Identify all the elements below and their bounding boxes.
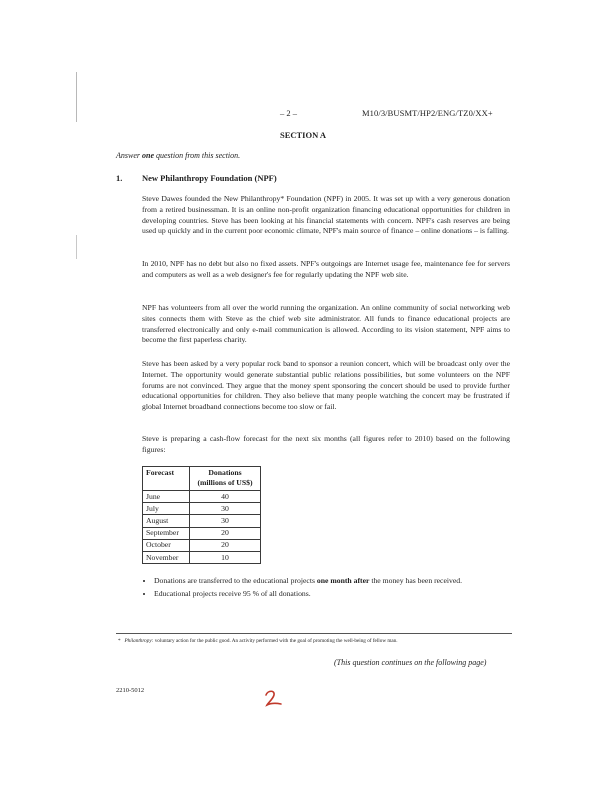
instruction-text: Answer one question from this section. [116, 151, 241, 160]
table-cell-month: September [143, 527, 190, 539]
table-row [143, 551, 261, 563]
question-title: New Philanthropy Foundation (NPF) [142, 173, 277, 183]
list-item: • Educational projects receive 95 % of all donations. [154, 588, 524, 599]
table-cell-month: October [143, 539, 190, 551]
handwritten-page-mark [262, 688, 284, 713]
table-cell-value: 30 [190, 515, 261, 527]
assumptions-list [142, 575, 524, 601]
table-row [143, 527, 261, 539]
list-item: • Donations are transferred to the educational projects one month after the money has been received. [154, 575, 524, 586]
table-cell-month: August [143, 515, 190, 527]
section-title: SECTION A [279, 130, 327, 140]
table-header-forecast: Forecast [143, 467, 190, 491]
table-row [143, 539, 261, 551]
scan-margin-line [76, 235, 77, 259]
table-cell-month: July [143, 503, 190, 515]
paragraph-volunteers: NPF has volunteers from all over the world running the organization. An online community of social networking web sites connects them with Steve as the chief web site administrator. All funds to finance educational projects are transferred electronically and only e-mail communication is allowed. According to its vision statement, NPF aims to become the first paperless charity. [142, 303, 510, 345]
handwritten-mark-drawing [262, 688, 284, 708]
table-cell-month: June [143, 491, 190, 503]
scan-margin-line [76, 72, 77, 122]
document-code: 2210-5012 [116, 687, 145, 694]
table-cell-value: 20 [190, 527, 261, 539]
table-cell-value: 20 [190, 539, 261, 551]
paper-code: M10/3/BUSMT/HP2/ENG/TZ0/XX+ [362, 108, 493, 118]
donations-table [142, 466, 261, 564]
paragraph-finances: In 2010, NPF has no debt but also no fixed assets. NPF's outgoings are Internet usage fee, maintenance fee for servers and computers as well as a web designer's fee for regularly updating the NPF web site. [142, 259, 510, 279]
footnote: * Philanthropy: voluntary action for the public good. An activity performed with the goal of promoting the well-being of fellow man. [118, 638, 398, 644]
page-number: – 2 – [280, 108, 297, 118]
paragraph-concert: Steve has been asked by a very popular rock band to sponsor a reunion concert, which will be broadcast only over the Internet. The opportunity would generate substantial public relations possibilities, but some volunteers on the NPF forums are not convinced. They argue that the money spent sponsoring the concert should be used to provide further educational opportunities for children. They also believe that many people watching the concert may be frustrated if global Internet broadband connections become too slow or fail. [142, 359, 510, 412]
question-number: 1. [116, 173, 123, 183]
table-cell-month: November [143, 551, 190, 563]
footnote-divider [116, 633, 512, 634]
table-header-donations: Donations (millions of US$) [190, 467, 261, 491]
table-cell-value: 30 [190, 503, 261, 515]
table-cell-value: 10 [190, 551, 261, 563]
table-header-row [143, 467, 261, 491]
continuation-note: (This question continues on the following page) [334, 658, 487, 667]
table-row [143, 491, 261, 503]
table-row [143, 503, 261, 515]
paragraph-intro: Steve Dawes founded the New Philanthropy* Foundation (NPF) in 2005. It was set up with a very generous donation from a retired businessman. It is an online non-profit organization financing educational opportunities for children in developing countries. Steve has been looking at his financial statements with concern. NPF's cash reserves are being used up quickly and in the current poor economic climate, NPF's main source of finance – online donations – is falling. [142, 194, 510, 236]
paragraph-forecast-intro: Steve is preparing a cash-flow forecast for the next six months (all figures refer to 2010) based on the following figures: [142, 434, 510, 454]
table-cell-value: 40 [190, 491, 261, 503]
table-row [143, 515, 261, 527]
